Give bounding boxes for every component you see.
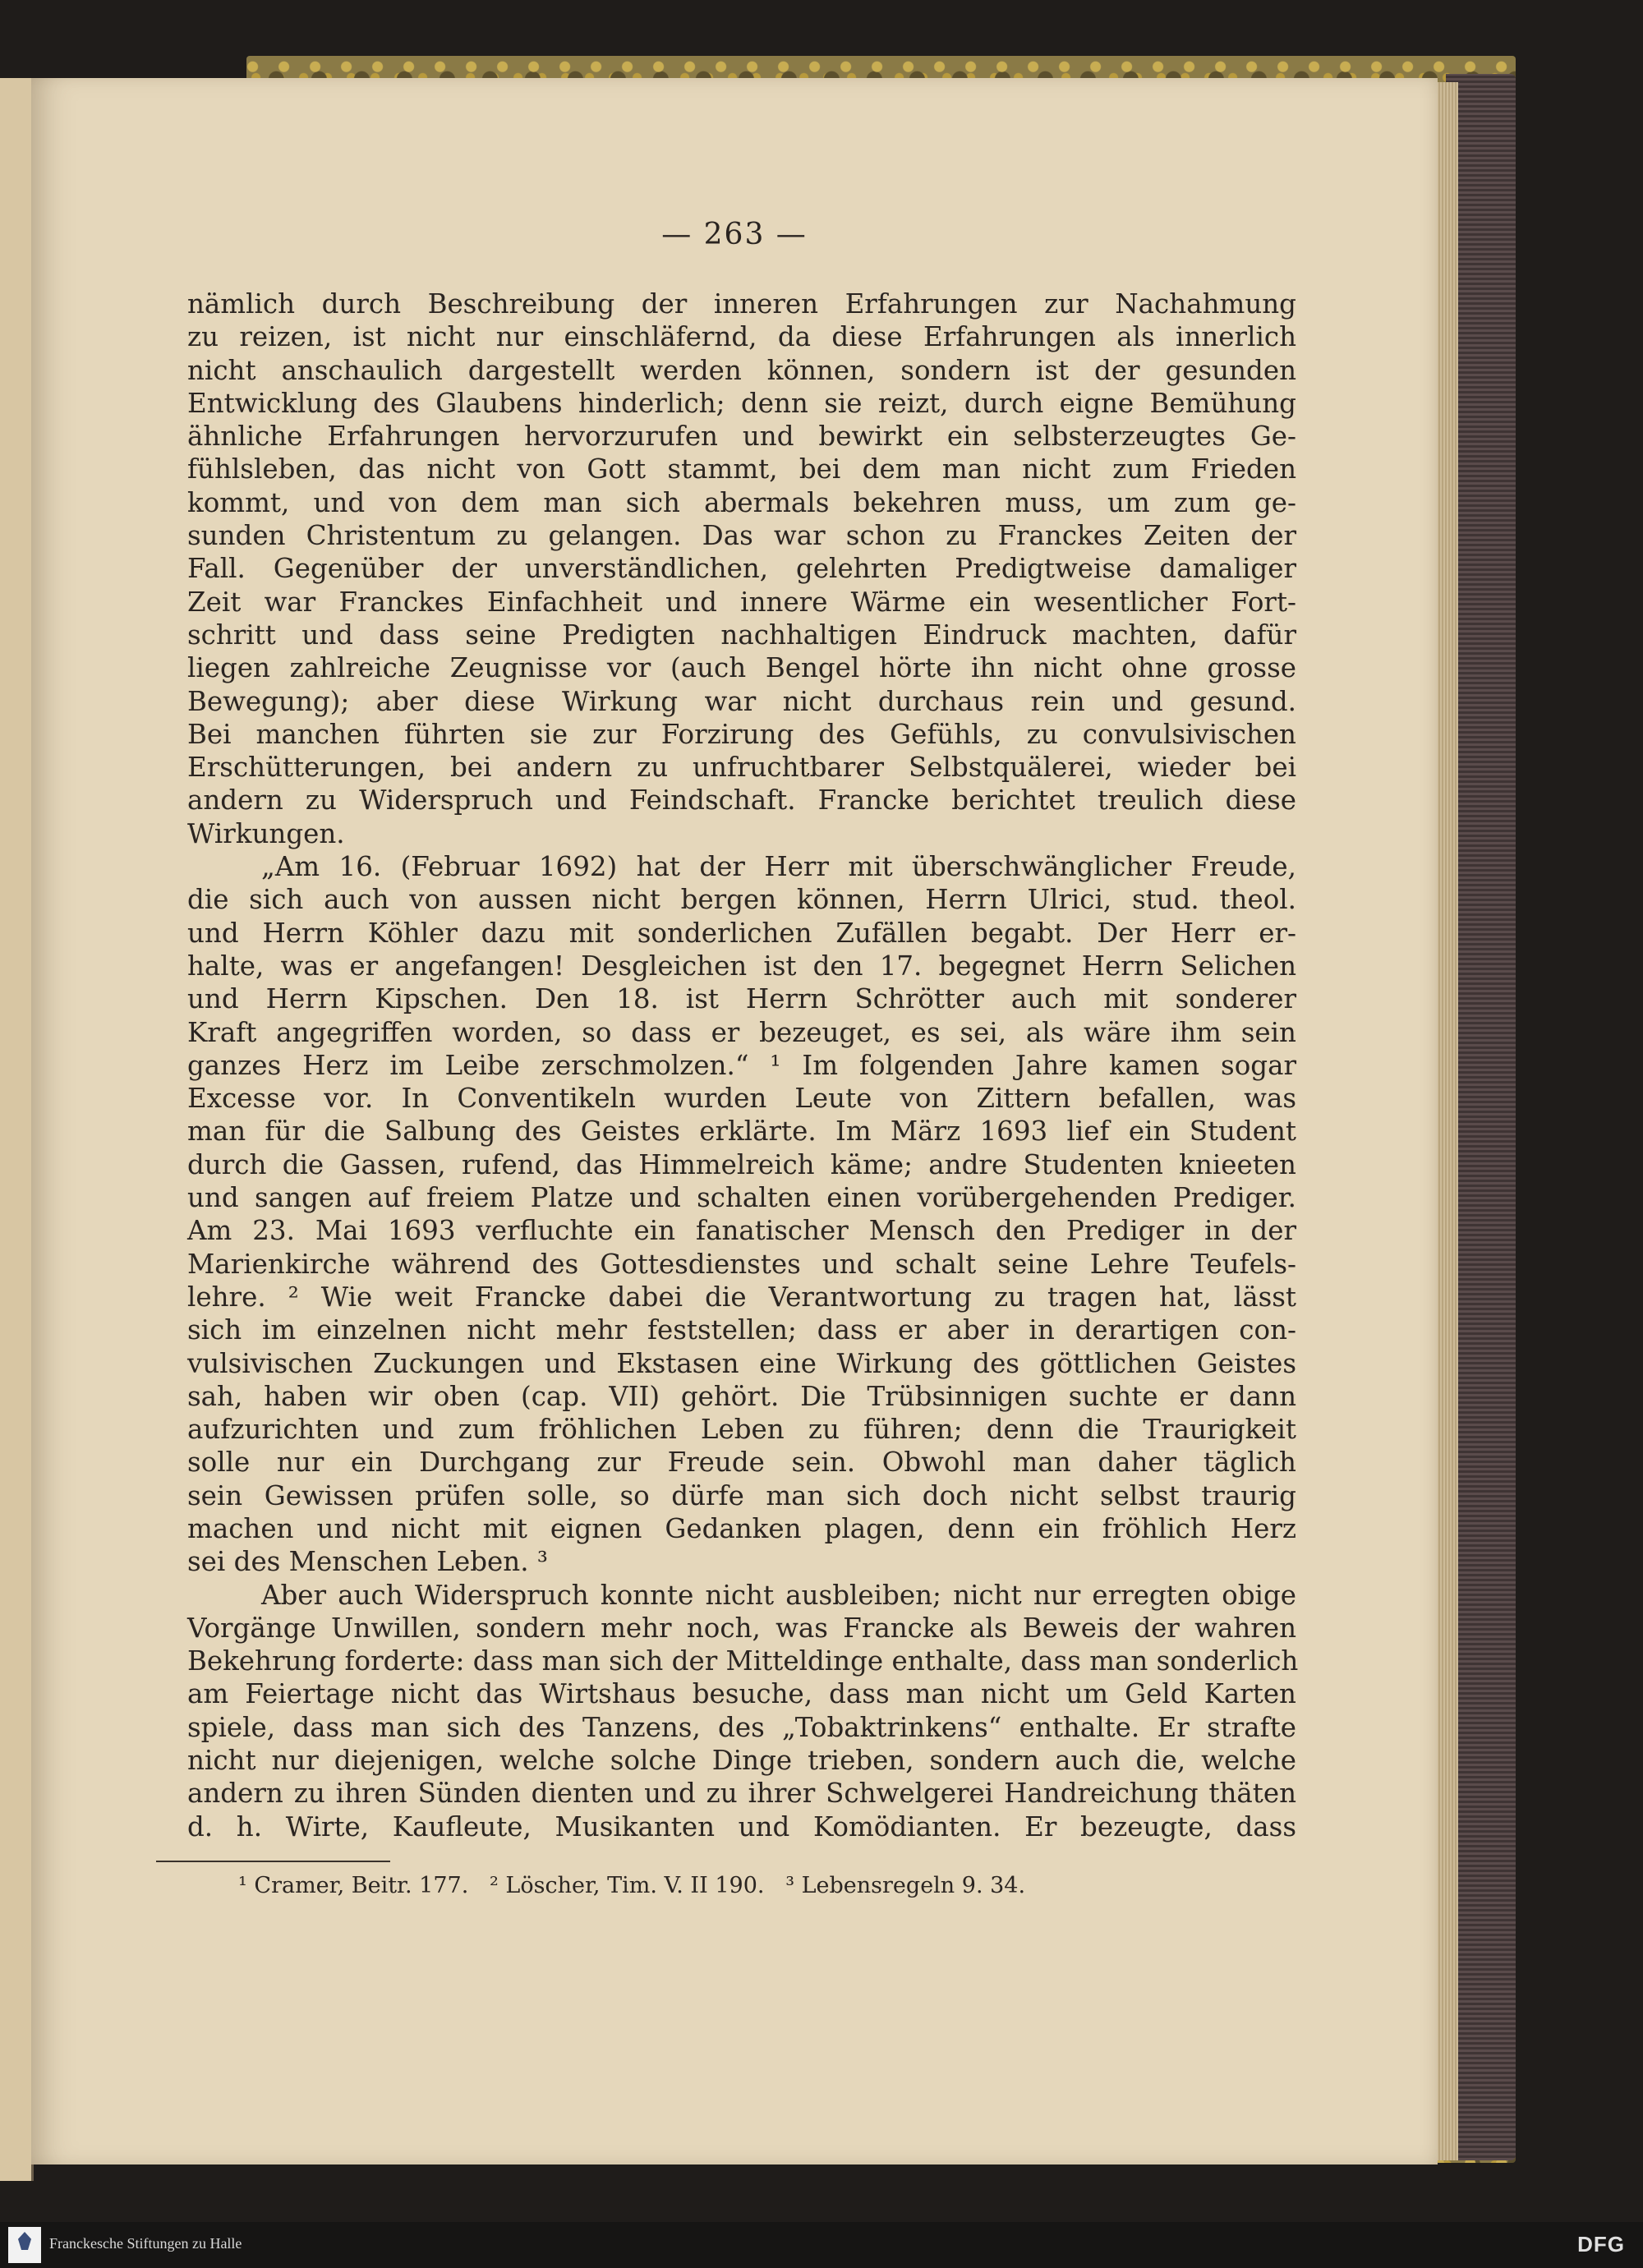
- text-line: und Herrn Kipschen. Den 18. ist Herrn Schrötter auch mit sonderer: [187, 983, 1296, 1015]
- text-line: Kraft angegriffen worden, so dass er bezeuget, es sei, als wäre ihm sein: [187, 1016, 1296, 1048]
- text-line: machen und nicht mit eignen Gedanken plagen, denn ein fröhlich Herz: [187, 1512, 1296, 1544]
- text-line: Bewegung); aber diese Wirkung war nicht durchaus rein und gesund.: [187, 685, 1296, 717]
- text-line: Aber auch Widerspruch konnte nicht ausbleiben; nicht nur erregten obige: [261, 1579, 1296, 1611]
- viewer-footer: [0, 2222, 1643, 2268]
- footnotes: ¹ Cramer, Beitr. 177. ² Löscher, Tim. V. II 190. ³ Lebensregeln 9. 34.: [238, 1873, 1026, 1898]
- text-line: zu reizen, ist nicht nur einschläfernd, da diese Erfahrungen als innerlich: [187, 321, 1296, 353]
- left-page-edge: [0, 78, 34, 2181]
- footnote-rule: [156, 1861, 390, 1862]
- text-line: sein Gewissen prüfen solle, so dürfe man sich doch nicht selbst traurig: [187, 1479, 1296, 1511]
- text-line: Wirkungen.: [187, 817, 345, 849]
- body-text: [187, 288, 1299, 1843]
- text-line: Entwicklung des Glaubens hinderlich; denn sie reizt, durch eigne Bemühung: [187, 387, 1296, 419]
- text-line: andern zu Widerspruch und Feindschaft. Francke berichtet treulich diese: [187, 784, 1296, 817]
- text-line: Vorgänge Unwillen, sondern mehr noch, was Francke als Beweis der wahren: [187, 1612, 1296, 1644]
- text-line: Fall. Gegenüber der unverständlichen, gelehrten Predigtweise damaliger: [187, 553, 1296, 585]
- institution-logo-icon[interactable]: [8, 2227, 41, 2263]
- text-line: schritt und dass seine Predigten nachhaltigen Eindruck machten, dafür: [187, 619, 1296, 651]
- text-line: Marienkirche während des Gottesdienstes und schalt seine Lehre Teufels-: [187, 1248, 1296, 1280]
- text-line: am Feiertage nicht das Wirtshaus besuche, dass man nicht um Geld Karten: [187, 1678, 1296, 1710]
- text-line: sei des Menschen Leben. ³: [187, 1546, 548, 1578]
- text-line: ähnliche Erfahrungen hervorzurufen und bewirkt ein selbsterzeugtes Ge-: [187, 421, 1296, 453]
- text-line: fühlsleben, das nicht von Gott stammt, bei dem man nicht zum Frieden: [187, 453, 1296, 485]
- text-line: d. h. Wirte, Kaufleute, Musikanten und Komödianten. Er bezeugte, dass: [187, 1810, 1296, 1842]
- page-number: — 263 —: [661, 218, 808, 251]
- text-line: Bekehrung forderte: dass man sich der Mitteldinge enthalte, dass man sonderlich: [187, 1645, 1299, 1677]
- text-line: „Am 16. (Februar 1692) hat der Herr mit überschwänglicher Freude,: [261, 851, 1296, 883]
- text-line: durch die Gassen, rufend, das Himmelreich käme; andre Studenten knieeten: [187, 1148, 1296, 1180]
- text-line: Erschütterungen, bei andern zu unfruchtbarer Selbstquälerei, wieder bei: [187, 752, 1296, 784]
- text-line: Bei manchen führten sie zur Forzirung des Gefühls, zu convulsivischen: [187, 718, 1296, 750]
- text-line: nämlich durch Beschreibung der inneren Erfahrungen zur Nachahmung: [187, 288, 1296, 320]
- text-line: vulsivischen Zuckungen und Ekstasen eine Wirkung des göttlichen Geistes: [187, 1347, 1296, 1379]
- text-line: solle nur ein Durchgang zur Freude sein. Obwohl man daher täglich: [187, 1447, 1296, 1479]
- text-line: aufzurichten und zum fröhlichen Leben zu führen; denn die Traurigkeit: [187, 1414, 1296, 1446]
- book-page: [31, 78, 1438, 2164]
- text-line: andern zu ihren Sünden dienten und zu ihrer Schwelgerei Handreichung thäten: [187, 1778, 1296, 1810]
- institution-label[interactable]: Franckesche Stiftungen zu Halle: [49, 2235, 242, 2252]
- text-line: Am 23. Mai 1693 verfluchte ein fanatischer Mensch den Prediger in der: [187, 1215, 1296, 1247]
- text-line: und Herrn Köhler dazu mit sonderlichen Zufällen begabt. Der Herr er-: [187, 917, 1296, 949]
- text-line: kommt, und von dem man sich abermals bekehren muss, um zum ge-: [187, 486, 1296, 518]
- text-line: und sangen auf freiem Platze und schalten einen vorübergehenden Prediger.: [187, 1182, 1296, 1214]
- text-line: lehre. ² Wie weit Francke dabei die Verantwortung zu tragen hat, lässt: [187, 1281, 1296, 1313]
- text-line: Excesse vor. In Conventikeln wurden Leute von Zittern befallen, was: [187, 1083, 1296, 1115]
- text-line: man für die Salbung des Geistes erklärte. Im März 1693 lief ein Student: [187, 1116, 1296, 1148]
- text-line: halte, was er angefangen! Desgleichen ist den 17. begegnet Herrn Selichen: [187, 950, 1296, 982]
- text-line: nicht anschaulich dargestellt werden können, sondern ist der gesunden: [187, 354, 1296, 386]
- text-line: spiele, dass man sich des Tanzens, des „Tobaktrinkens“ enthalte. Er strafte: [187, 1711, 1296, 1743]
- dfg-logo[interactable]: DFG: [1577, 2232, 1625, 2256]
- text-line: Zeit war Franckes Einfachheit und innere Wärme ein wesentlicher Fort-: [187, 586, 1296, 618]
- text-line: sunden Christentum zu gelangen. Das war schon zu Franckes Zeiten der: [187, 520, 1296, 552]
- text-line: die sich auch von aussen nicht bergen können, Herrn Ulrici, stud. theol.: [187, 884, 1296, 916]
- text-line: liegen zahlreiche Zeugnisse vor (auch Bengel hörte ihn nicht ohne grosse: [187, 652, 1296, 684]
- text-line: ganzes Herz im Leibe zerschmolzen.“ ¹ Im folgenden Jahre kamen sogar: [187, 1049, 1296, 1081]
- text-line: nicht nur diejenigen, welche solche Dinge trieben, sondern auch die, welche: [187, 1745, 1296, 1777]
- text-line: sah, haben wir oben (cap. VII) gehört. Die Trübsinnigen suchte er dann: [187, 1380, 1296, 1412]
- text-line: sich im einzelnen nicht mehr feststellen; dass er aber in derartigen con-: [187, 1314, 1296, 1346]
